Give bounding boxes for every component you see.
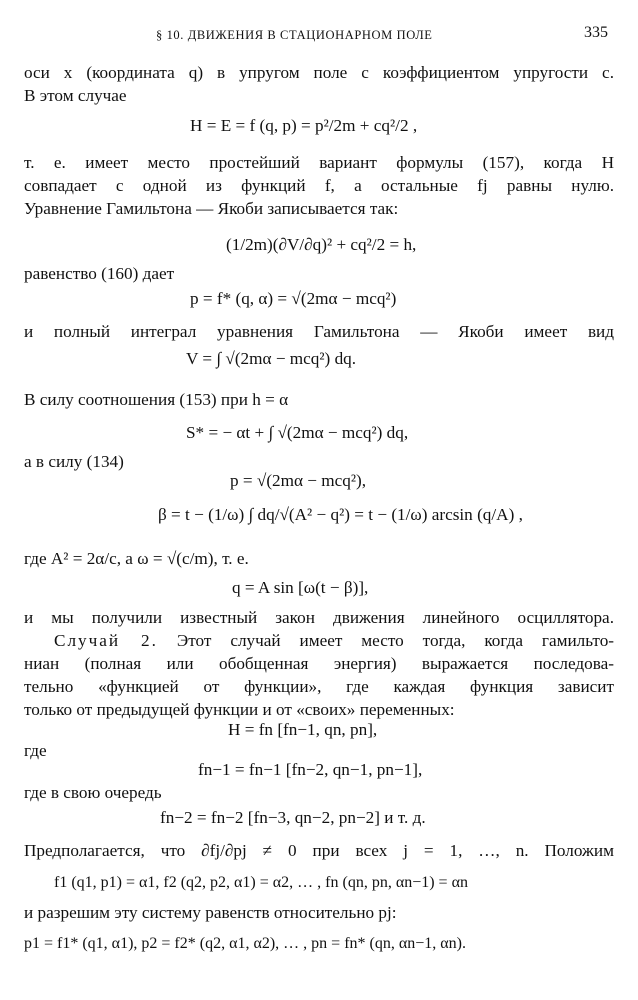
text-line: где [24, 741, 47, 760]
equation-momentum: p = f* (q, α) = √(2mα − mcq²) [190, 289, 397, 308]
equation-oscillation: q = A sin [ω(t − β)], [232, 578, 369, 597]
text-line: и полный интеграл уравнения Гамильтона — Якоби имеет вид [24, 322, 614, 341]
text-line: Предполагается, что ∂fj/∂pj ≠ 0 при всех j = 1, …, n. Положим [24, 841, 614, 860]
paragraph-lead-line [54, 630, 614, 652]
text-line: только от предыдущей функции и от «своих» переменных: [24, 700, 455, 719]
text-line: Уравнение Гамильтона — Якоби записывается так: [24, 199, 399, 218]
equation-integral-v: V = ∫ √(2mα − mcq²) dq. [186, 349, 357, 368]
equation-fn: H = fn [fn−1, qn, pn], [228, 720, 378, 739]
equation-system: f1 (q1, p1) = α1, f2 (q2, p2, α1) = α2, … , fn (qn, pn, αn−1) = αn [54, 874, 468, 891]
equation-fn-minus-2: fn−2 = fn−2 [fn−3, qn−2, pn−2] и т. д. [160, 808, 426, 827]
text-line: совпадает с одной из функций f, а остальные fj равны нулю. [24, 176, 614, 195]
text-line: а в силу (134) [24, 452, 124, 471]
text-line: т. е. имеет место простейший вариант формулы (157), когда H [24, 153, 614, 172]
text-line: В силу соотношения (153) при h = α [24, 390, 289, 409]
text-line: и мы получили известный закон движения линейного осциллятора. [24, 608, 614, 627]
text-line: равенство (160) дает [24, 264, 175, 283]
text-line: тельно «функцией от функции», где каждая функция зависит [24, 677, 614, 696]
equation-momentum-2: p = √(2mα − mcq²), [230, 471, 367, 490]
text-line: и разрешим эту систему равенств относительно pj: [24, 903, 397, 922]
page-number: 335 [584, 24, 608, 41]
text-line: ниан (полная или обобщенная энергия) выражается последова- [24, 654, 614, 673]
text-fragment: Этот случай имеет место тогда, когда гамильто- [176, 631, 615, 650]
equation-solutions: p1 = f1* (q1, α1), p2 = f2* (q2, α1, α2), … , pn = fn* (qn, αn−1, αn). [24, 935, 466, 952]
text-line: В этом случае [24, 86, 127, 105]
section-title: § 10. ДВИЖЕНИЯ В СТАЦИОНАРНОМ ПОЛЕ [156, 28, 433, 42]
text-line: где в свою очередь [24, 783, 162, 802]
equation-hamilton-jacobi: (1/2m)(∂V/∂q)² + cq²/2 = h, [226, 235, 417, 254]
text-line: где A² = 2α/c, а ω = √(c/m), т. е. [24, 549, 249, 568]
equation-action: S* = − αt + ∫ √(2mα − mcq²) dq, [186, 423, 409, 442]
equation-fn-minus-1: fn−1 = fn−1 [fn−2, qn−1, pn−1], [198, 760, 423, 779]
text-line: оси x (координата q) в упругом поле с коэффициентом упругости c. [24, 63, 614, 82]
equation-hamiltonian: H = E = f (q, p) = p²/2m + cq²/2 , [190, 116, 418, 135]
equation-beta: β = t − (1/ω) ∫ dq/√(A² − q²) = t − (1/ω) arcsin (q/A) , [158, 505, 523, 524]
case-heading: Случай 2. [54, 631, 158, 650]
running-header [0, 24, 638, 48]
